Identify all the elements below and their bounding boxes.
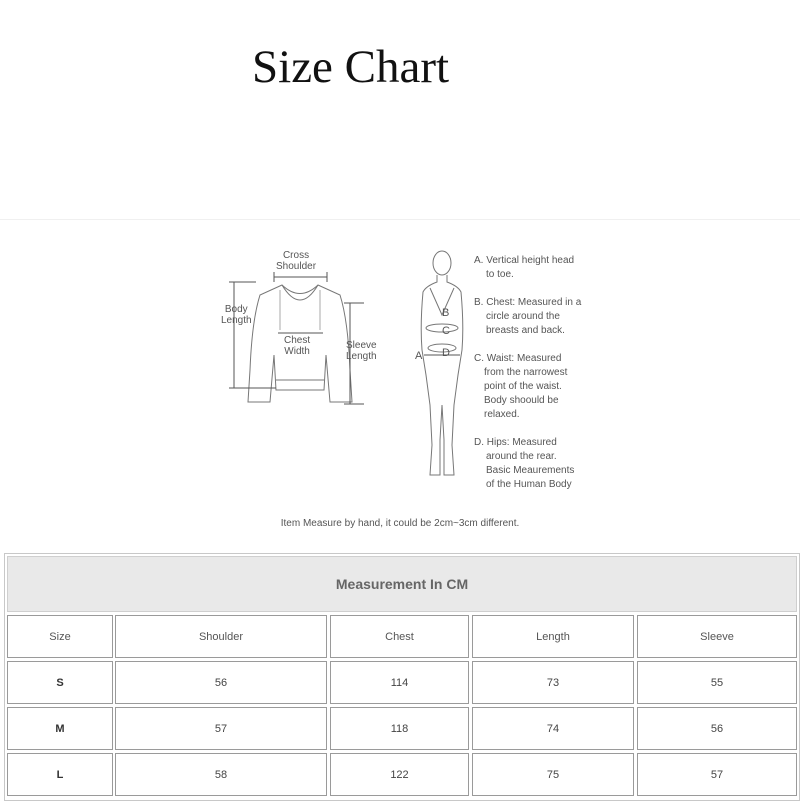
table-cell-size: M	[7, 707, 113, 750]
table-cell-shoulder: 57	[115, 707, 327, 750]
col-header-length: Length	[472, 615, 634, 658]
col-header-shoulder: Shoulder	[115, 615, 327, 658]
measurement-diagram	[0, 230, 800, 510]
table-cell-size: L	[7, 753, 113, 796]
marker-d: D	[442, 347, 450, 359]
table-cell-chest: 114	[330, 661, 469, 704]
measurement-b-text: B. Chest: Measured in a circle around the breasts and back.	[474, 297, 582, 336]
col-header-sleeve: Sleeve	[637, 615, 797, 658]
measurement-d-text: D. Hips: Measured around the rear. Basic Meaurements of the Human Body	[474, 437, 575, 490]
marker-c: C	[442, 325, 450, 337]
cross-shoulder-label: Cross Shoulder	[276, 250, 317, 272]
table-cell-sleeve: 56	[637, 707, 797, 750]
table-cell-shoulder: 56	[115, 661, 327, 704]
chest-width-label: Chest Width	[284, 335, 311, 357]
table-cell-sleeve: 55	[637, 661, 797, 704]
col-header-chest: Chest	[330, 615, 469, 658]
measurement-note: Item Measure by hand, it could be 2cm~3cm different.	[280, 518, 520, 529]
garment-and-body-illustration	[0, 230, 800, 510]
col-header-size: Size	[7, 615, 113, 658]
table-cell-shoulder: 58	[115, 753, 327, 796]
measurement-c-text: C. Waist: Measured from the narrowest point of the waist. Body shoould be relaxed.	[474, 353, 568, 420]
table-cell-length: 75	[472, 753, 634, 796]
table-caption: Measurement In CM	[7, 556, 797, 612]
marker-b: B	[442, 307, 450, 319]
sleeve-length-label: Sleeve Length	[346, 340, 377, 362]
size-table	[4, 553, 800, 801]
table-cell-length: 73	[472, 661, 634, 704]
table-cell-chest: 118	[330, 707, 469, 750]
table-cell-length: 74	[472, 707, 634, 750]
measurement-a-text: A. Vertical height head to toe.	[474, 255, 575, 280]
table-cell-sleeve: 57	[637, 753, 797, 796]
body-length-label: Body Length	[221, 304, 252, 326]
divider	[0, 219, 800, 220]
marker-a: A	[415, 350, 423, 362]
human-body-icon	[421, 251, 463, 475]
page-title: Size Chart	[252, 41, 450, 93]
table-cell-chest: 122	[330, 753, 469, 796]
table-cell-size: S	[7, 661, 113, 704]
